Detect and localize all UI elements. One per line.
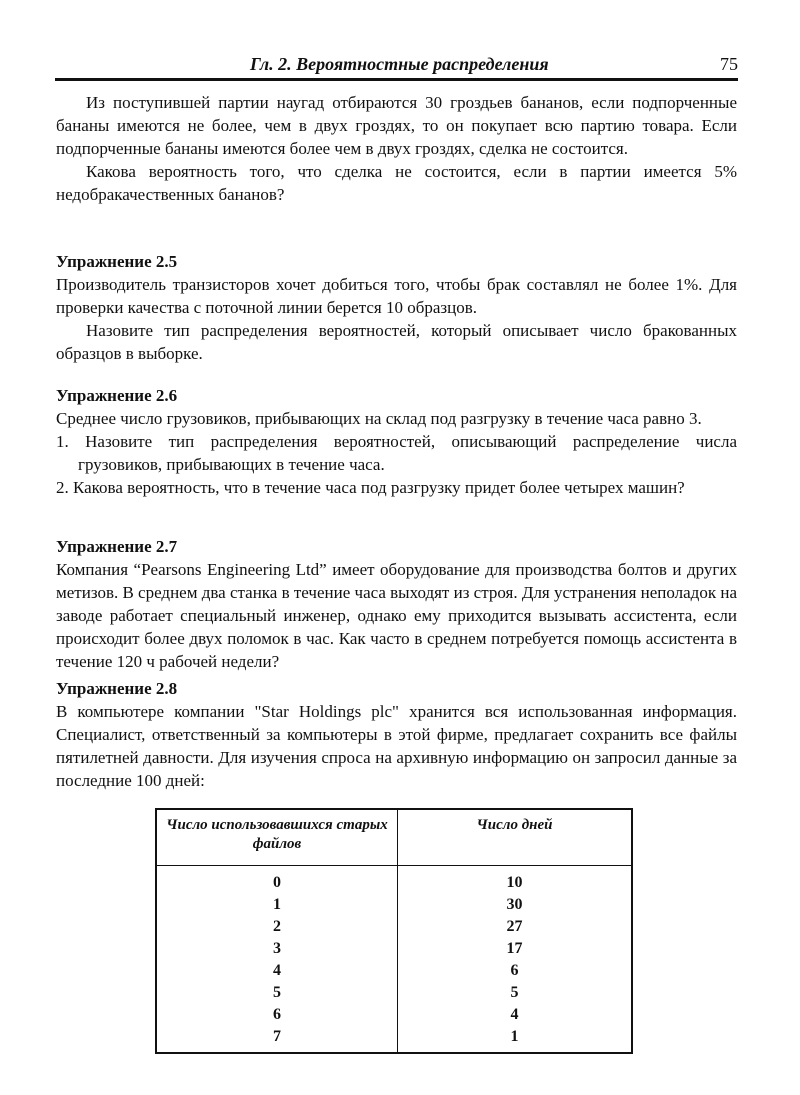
files-count-cell: 5 — [156, 982, 398, 1004]
exercise-heading: Упражнение 2.6 — [56, 386, 178, 405]
exercise-2-8 — [56, 677, 737, 792]
days-count-cell: 4 — [398, 1004, 633, 1026]
days-count-cell: 30 — [398, 894, 633, 916]
files-count-cell: 3 — [156, 938, 398, 960]
intro-text — [56, 91, 737, 206]
files-count-cell: 7 — [156, 1026, 398, 1053]
list-item: 1. Назовите тип распределения вероятностей, описывающий распределение числа грузовиков, прибывающих в течение часа. — [56, 432, 737, 474]
exercise-heading: Упражнение 2.7 — [56, 537, 178, 556]
exercise-2-6 — [56, 384, 737, 499]
files-count-cell: 2 — [156, 916, 398, 938]
running-header — [55, 52, 738, 81]
days-count-cell: 27 — [398, 916, 633, 938]
files-count-cell: 1 — [156, 894, 398, 916]
exercise-heading: Упражнение 2.5 — [56, 252, 178, 271]
files-count-cell: 6 — [156, 1004, 398, 1026]
table-row — [156, 916, 632, 938]
column-header: Число дней — [398, 809, 633, 866]
files-count-cell: 0 — [156, 866, 398, 895]
days-count-cell: 5 — [398, 982, 633, 1004]
paragraph: Какова вероятность того, что сделка не состоится, если в партии имеется 5% недобракачественных бананов? — [56, 162, 737, 204]
days-count-cell: 10 — [398, 866, 633, 895]
paragraph: Производитель транзисторов хочет добиться того, чтобы брак составлял не более 1%. Для проверки качества с поточной линии берется 10 образцов. — [56, 275, 737, 317]
exercise-2-7 — [56, 535, 737, 673]
list-item: 2. Какова вероятность, что в течение часа под разгрузку придет более четырех машин? — [56, 478, 685, 497]
chapter-title: Гл. 2. Вероятностные распределения — [250, 54, 549, 74]
paragraph: Назовите тип распределения вероятностей, который описывает число бракованных образцов в выборке. — [56, 321, 737, 363]
days-count-cell: 1 — [398, 1026, 633, 1053]
files-count-cell: 4 — [156, 960, 398, 982]
paragraph: В компьютере компании "Star Holdings plc" хранится вся использованная информация. Специалист, ответственный за компьютеры в этой фирме, предлагает сохранить все файлы пятилетней давности. Для изучения спроса на архивную информацию он запросил данные за последние 100 дней: — [56, 702, 737, 790]
paragraph: Среднее число грузовиков, прибывающих на склад под разгрузку в течение часа равно 3. — [56, 409, 702, 428]
table-row — [156, 866, 632, 895]
table-row — [156, 894, 632, 916]
table-row — [156, 938, 632, 960]
days-count-cell: 6 — [398, 960, 633, 982]
table-row — [156, 960, 632, 982]
data-table — [155, 808, 633, 1054]
page-number: 75 — [720, 54, 738, 74]
table-row — [156, 982, 632, 1004]
exercise-heading: Упражнение 2.8 — [56, 679, 178, 698]
table-header-row — [156, 809, 632, 866]
column-header: Число использовавшихся старых файлов — [156, 809, 398, 866]
exercise-2-5 — [56, 250, 737, 365]
days-count-cell: 17 — [398, 938, 633, 960]
paragraph: Компания “Pearsons Engineering Ltd” имеет оборудование для производства болтов и других метизов. В среднем два станка в течение часа выходят из строя. Для устранения неполадок на заводе работает специальный инженер, однако ему приходится вызывать ассистента, если происходит более двух поломок в час. Как часто в среднем потребуется помощь ассистента в течение 120 ч рабочей недели? — [56, 560, 737, 671]
paragraph: Из поступившей партии наугад отбираются 30 гроздьев бананов, если подпорченные бананы имеются не более, чем в двух гроздях, то он покупает всю партию товара. Если подпорченные бананы имеются более чем в двух гроздях, сделка не состоится. — [56, 93, 737, 158]
table-row — [156, 1004, 632, 1026]
table-row — [156, 1026, 632, 1053]
